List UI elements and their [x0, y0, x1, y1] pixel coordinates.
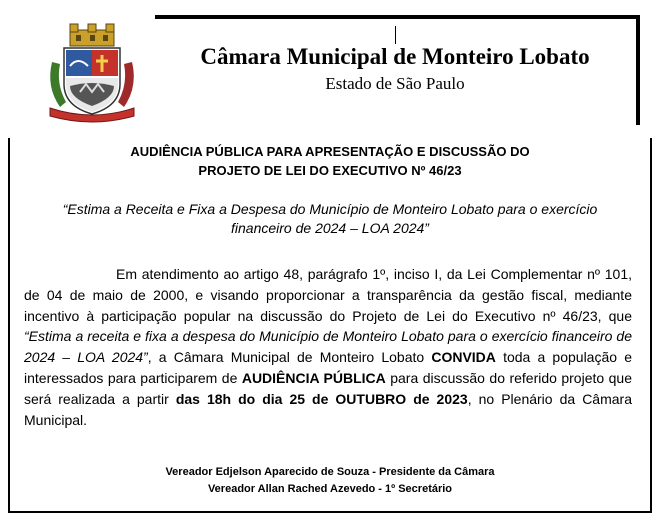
institution-title: Câmara Municipal de Monteiro Lobato — [200, 44, 590, 69]
body-text-part-1: Em atendimento ao artigo 48, parágrafo 1º, inciso I, da Lei Complementar nº 101, de 04 de maio de 2000, e visando proporcionar a transparência da gestão fiscal, mediante incentivo à participação popular na discussão do Projeto de Lei do Executivo nº 46/23, que — [24, 266, 632, 324]
notice-heading-line-2: PROJETO DE LEI DO EXECUTIVO Nº 46/23 — [198, 163, 462, 178]
body-text-part-2: , a Câmara Municipal de Monteiro Lobato — [147, 349, 432, 366]
frame-bottom-border — [8, 511, 652, 513]
body-convida: CONVIDA — [431, 349, 496, 366]
body-text-part-3: toda a população e interessados para participarem de — [24, 349, 632, 386]
body-bill-quote: “Estima a receita e fixa a despesa do Município de Monteiro Lobato para o exercício financeiro de 2024 – LOA 2024” — [24, 328, 632, 366]
body-audiencia: AUDIÊNCIA PÚBLICA — [241, 369, 386, 386]
frame-right-border-lower — [650, 138, 652, 513]
signature-secretary: Vereador Allan Rached Azevedo - 1º Secretário — [207, 483, 453, 495]
bill-title-line-2: financeiro de 2024 – LOA 2024” — [231, 220, 429, 236]
body-text-part-5: , no Plenário da Câmara Municipal. — [24, 390, 632, 428]
body-date: das 18h do dia 25 de OUTUBRO de 2023 — [175, 390, 468, 407]
institution-subtitle: Estado de São Paulo — [325, 74, 465, 93]
frame-left-border — [8, 138, 10, 513]
signatures — [40, 464, 620, 498]
notice-heading-line-1: AUDIÊNCIA PÚBLICA PARA APRESENTAÇÃO E DISCUSSÃO DO — [130, 144, 530, 159]
frame-top-border — [155, 15, 640, 19]
bill-title-line-1: “Estima a Receita e Fixa a Despesa do Município de Monteiro Lobato para o exercício — [62, 201, 598, 217]
signature-president: Vereador Edjelson Aparecido de Souza - Presidente da Câmara — [165, 466, 495, 478]
notice-body — [24, 264, 632, 430]
frame-right-border — [636, 15, 640, 125]
bill-title-quote — [30, 200, 630, 238]
header-divider — [395, 26, 396, 44]
coat-of-arms-icon — [40, 22, 145, 127]
notice-heading — [40, 142, 620, 180]
body-text-part-4: para discussão do referido projeto que será realizada a partir — [24, 369, 632, 407]
